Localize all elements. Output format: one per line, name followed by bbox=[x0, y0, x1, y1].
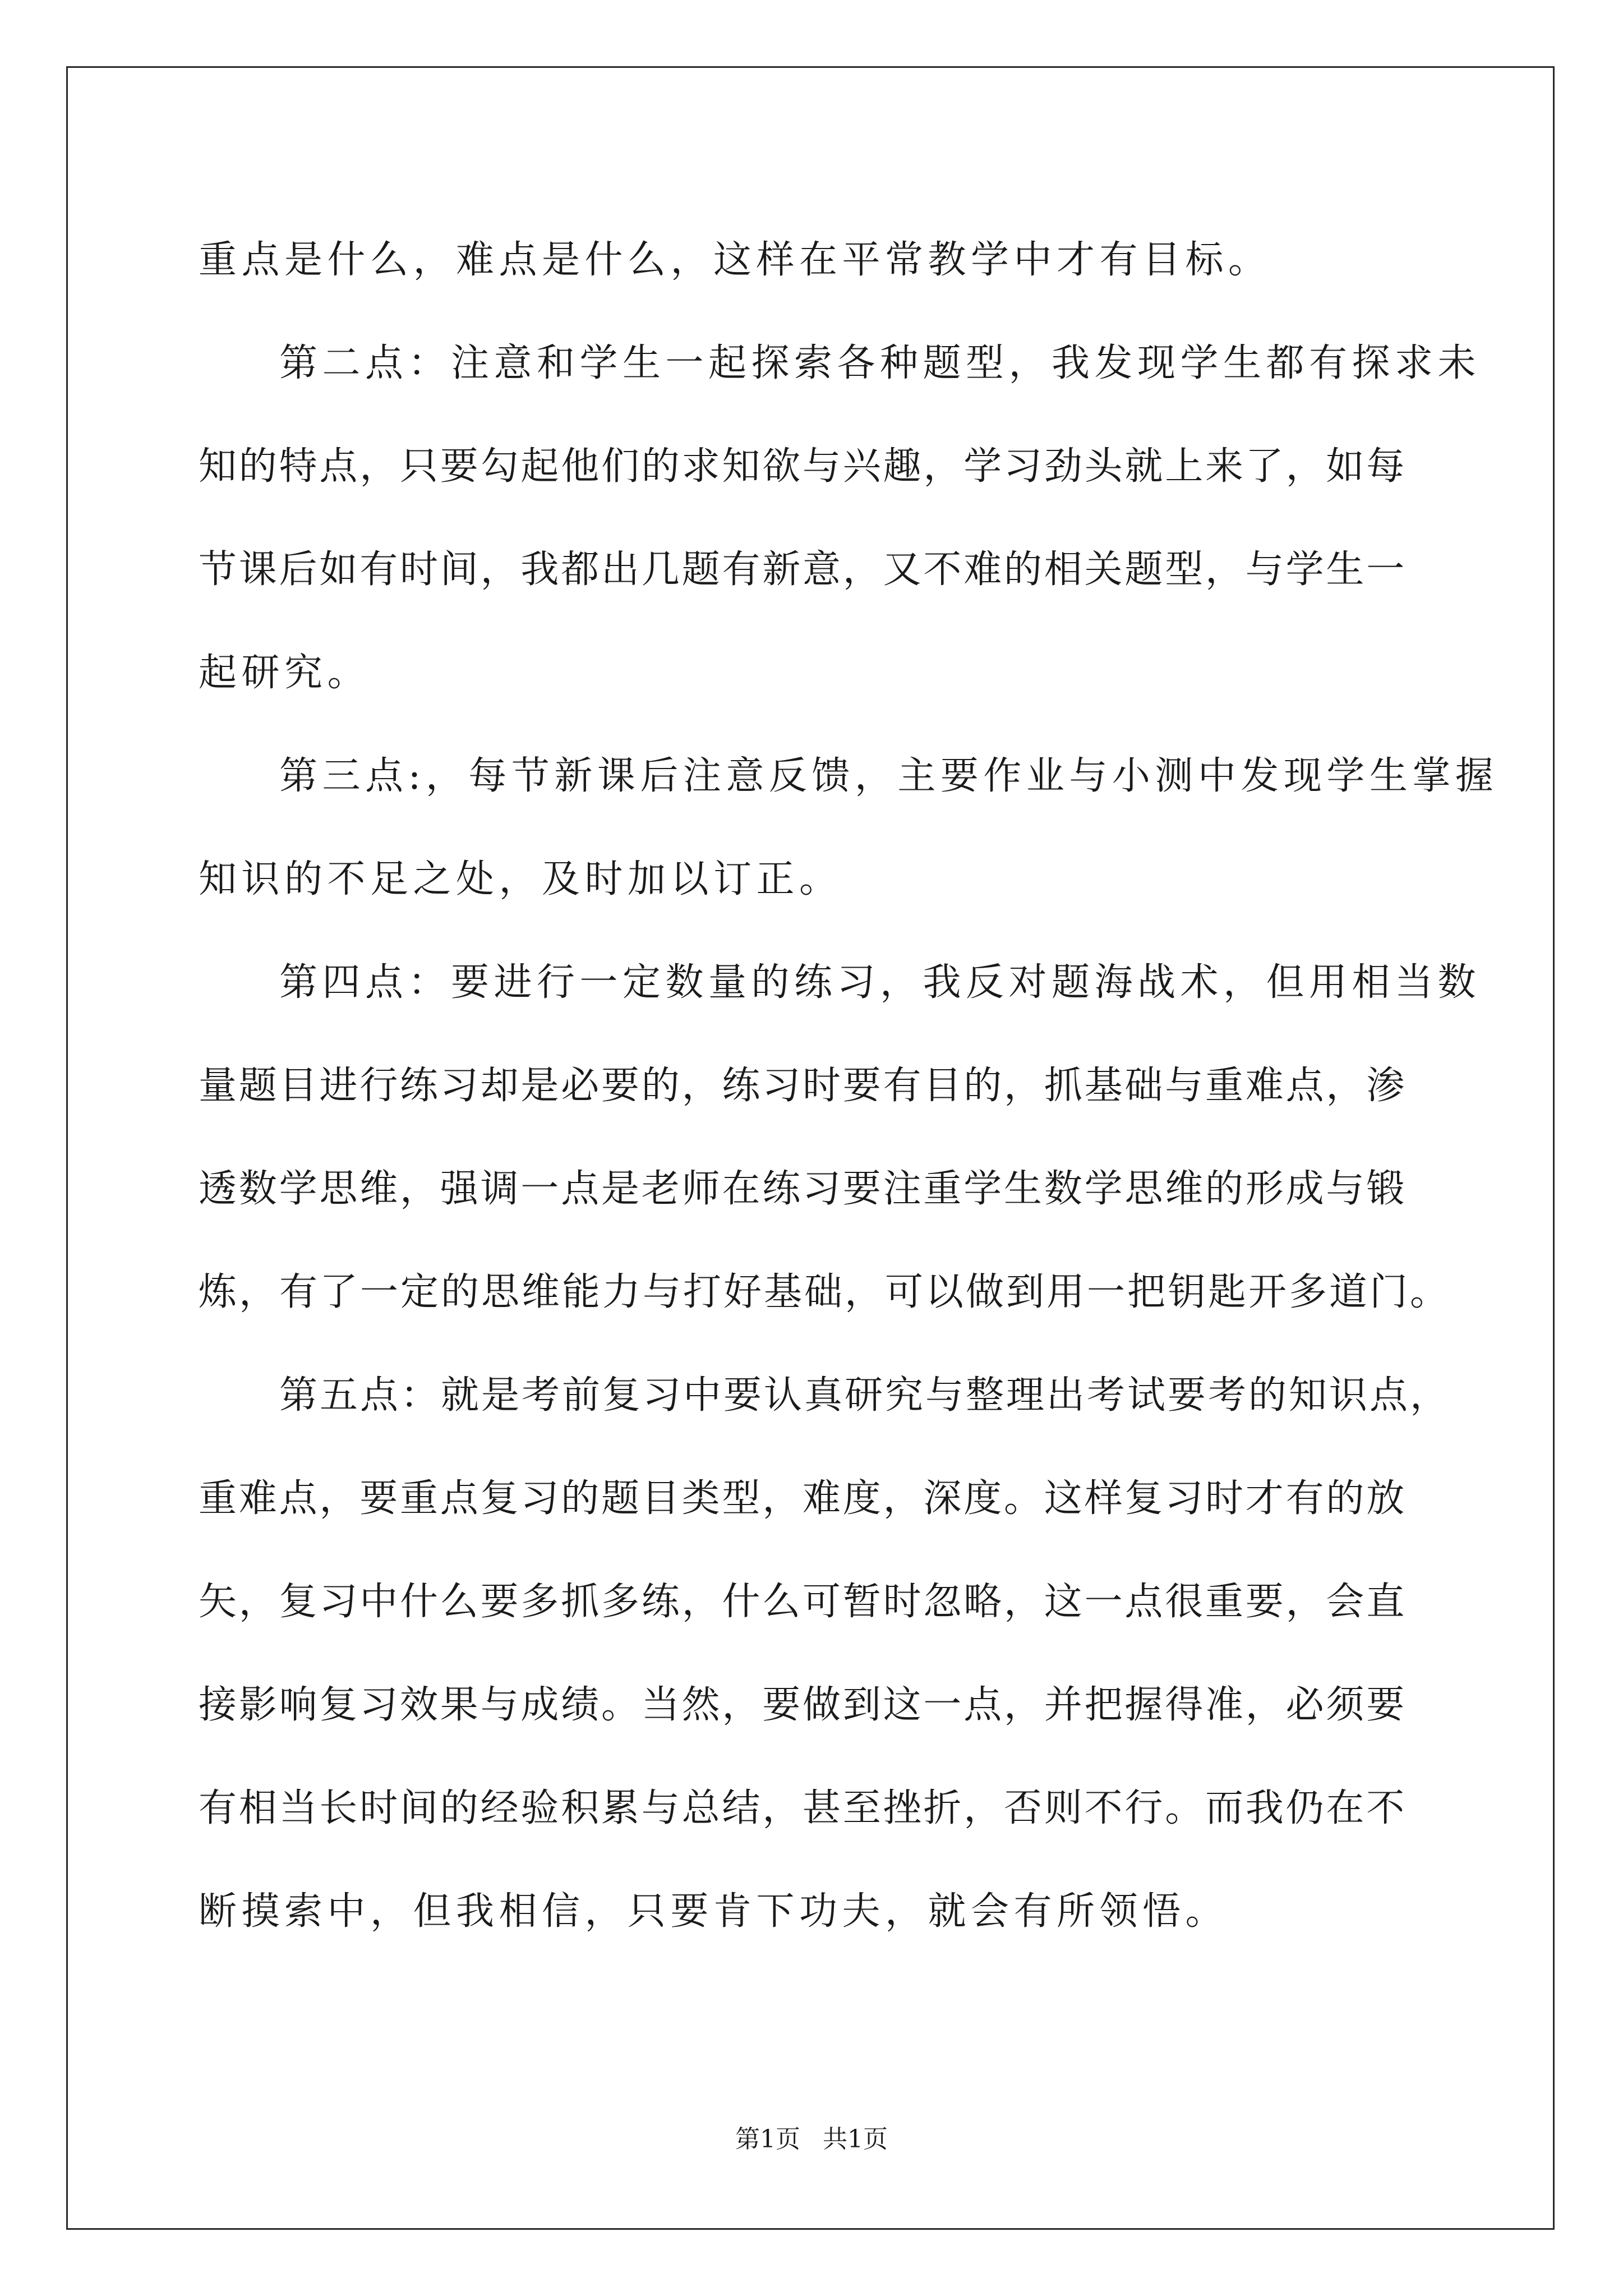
page-number: 第1页 bbox=[735, 2125, 800, 2154]
text-line: 断摸索中，但我相信，只要肯下功夫，就会有所领悟。 bbox=[199, 1889, 1229, 1934]
text-line: 接影响复习效果与成绩。当然，要做到这一点，并把握得准，必须要 bbox=[199, 1683, 1407, 1727]
text-line: 重难点，要重点复习的题目类型，难度，深度。这样复习时才有的放 bbox=[199, 1476, 1407, 1521]
text-line: 矢，复习中什么要多抓多练，什么可暂时忽略，这一点很重要，会直 bbox=[199, 1580, 1407, 1624]
document-body bbox=[199, 209, 1498, 1963]
text-line: 第二点：注意和学生一起探索各种题型，我发现学生都有探求未 bbox=[279, 341, 1481, 385]
page-total: 共1页 bbox=[823, 2125, 888, 2154]
text-line: 知的特点，只要勾起他们的求知欲与兴趣，学习劲头就上来了，如每 bbox=[199, 444, 1407, 489]
text-line: 知识的不足之处，及时加以订正。 bbox=[199, 857, 842, 901]
text-line: 起研究。 bbox=[199, 651, 371, 695]
text-line: 量题目进行练习却是必要的，练习时要有目的，抓基础与重难点，渗 bbox=[199, 1064, 1407, 1108]
text-line: 透数学思维，强调一点是老师在练习要注重学生数学思维的形成与锻 bbox=[199, 1167, 1407, 1211]
text-line: 炼，有了一定的思维能力与打好基础，可以做到用一把钥匙开多道门。 bbox=[199, 1270, 1451, 1314]
text-line: 第五点：就是考前复习中要认真研究与整理出考试要考的知识点， bbox=[279, 1373, 1451, 1418]
text-line: 节课后如有时间，我都出几题有新意，又不难的相关题型，与学生一 bbox=[199, 547, 1407, 592]
text-line: 第三点:，每节新课后注意反馈，主要作业与小测中发现学生掌握 bbox=[279, 754, 1498, 798]
page-footer bbox=[0, 2123, 1623, 2156]
text-line: 第四点：要进行一定数量的练习，我反对题海战术，但用相当数 bbox=[279, 960, 1481, 1005]
text-line: 重点是什么，难点是什么，这样在平常教学中才有目标。 bbox=[199, 238, 1271, 282]
text-line: 有相当长时间的经验积累与总结，甚至挫折，否则不行。而我仍在不 bbox=[199, 1786, 1407, 1830]
